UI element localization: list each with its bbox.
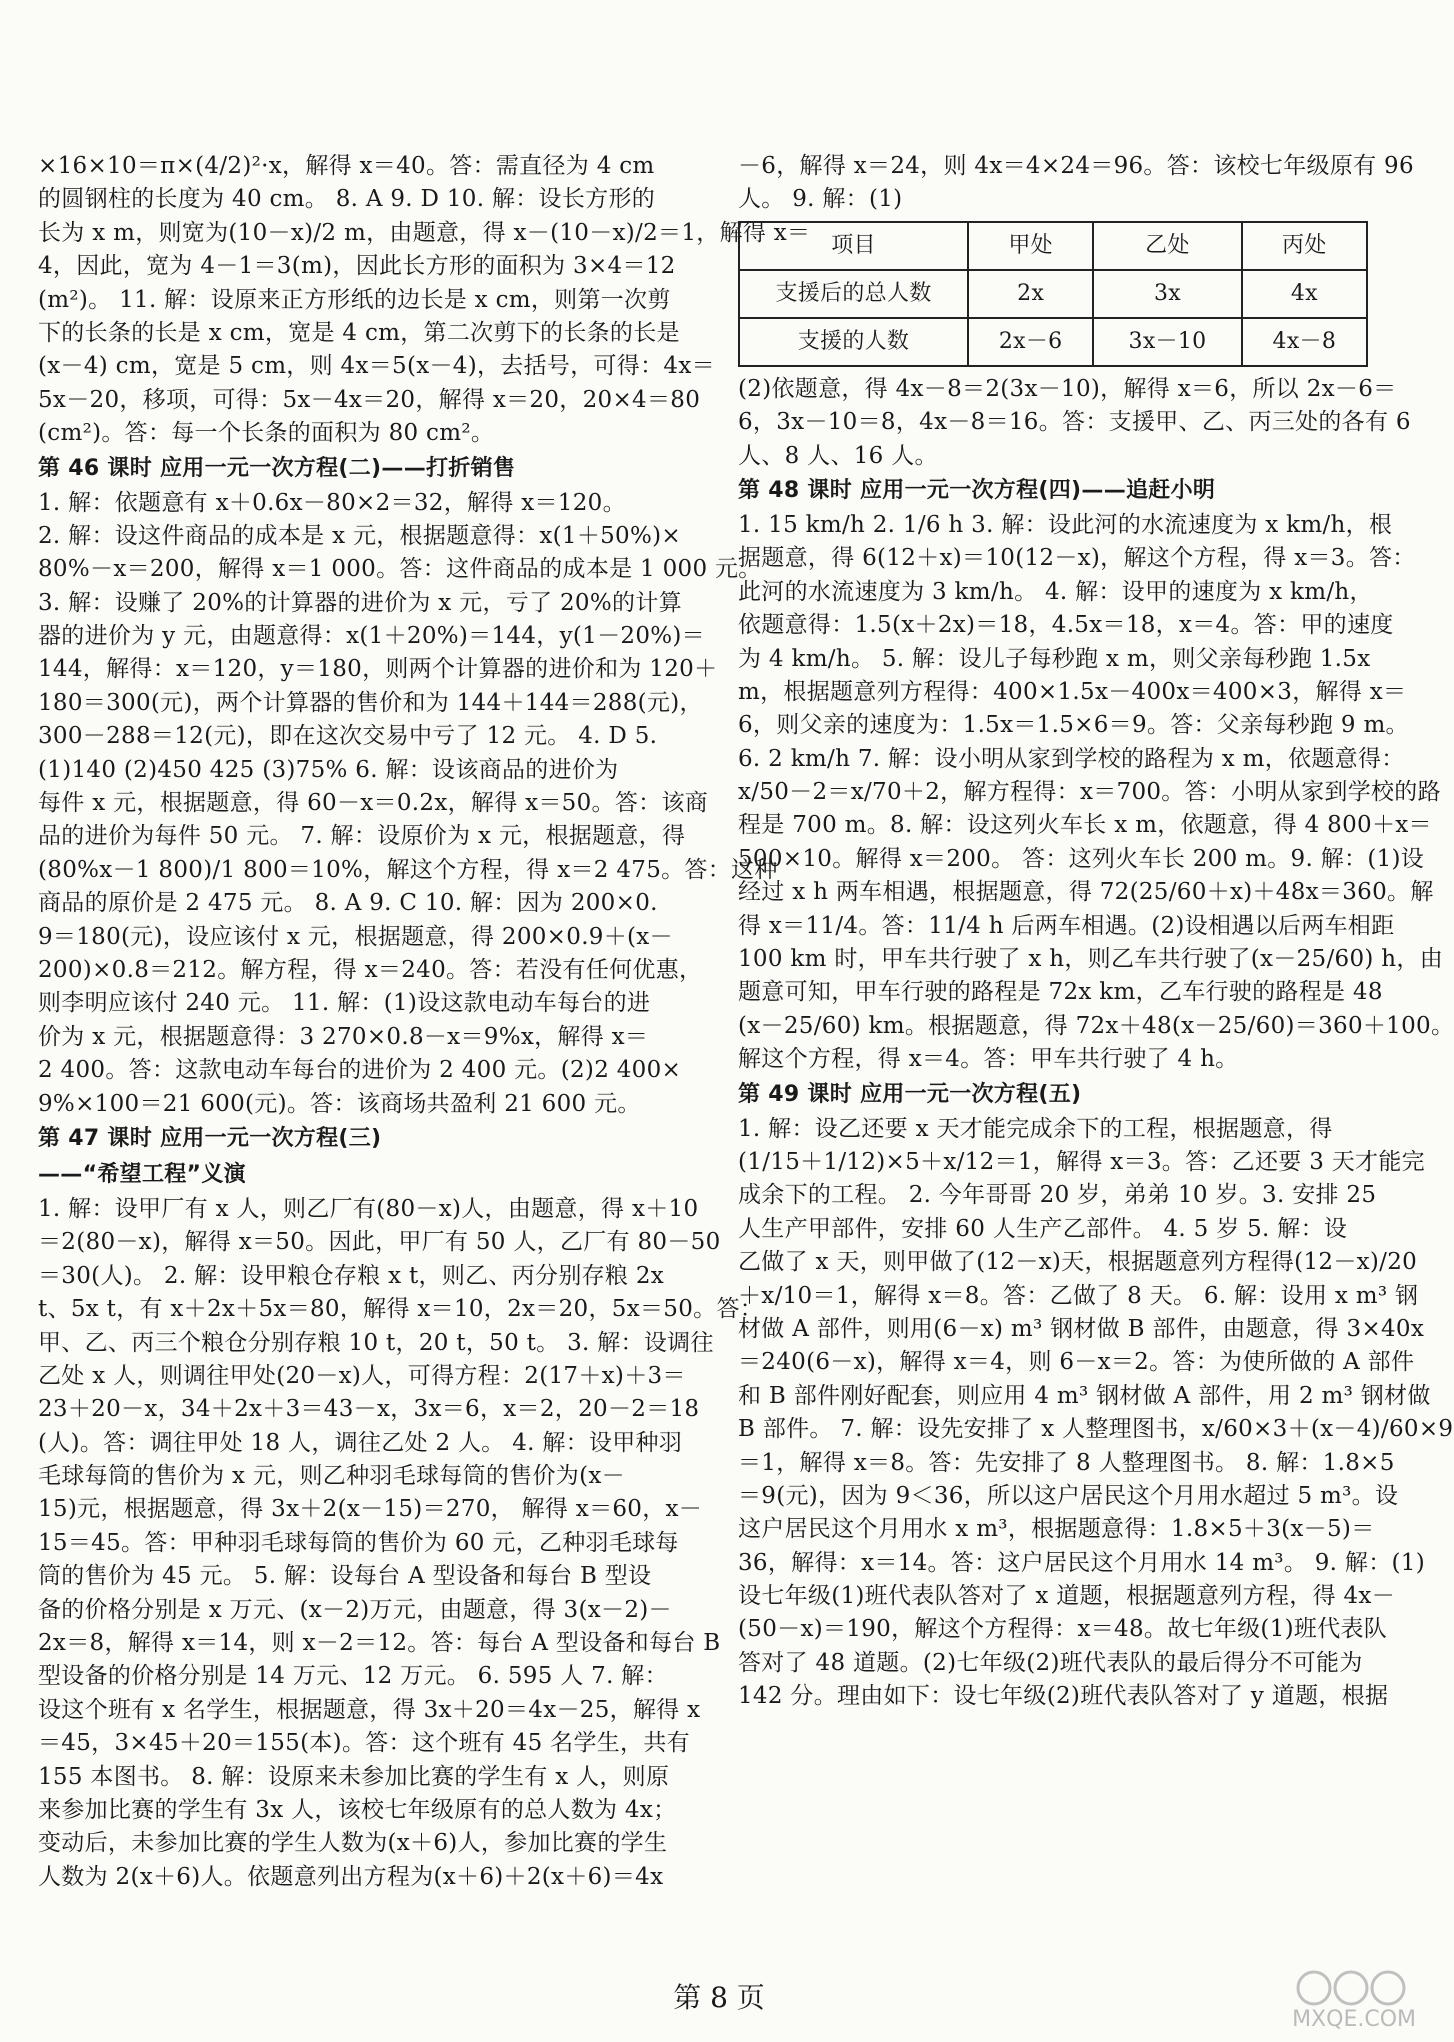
table-cell: 支援后的总人数 bbox=[739, 270, 968, 318]
text-line: 答对了 48 道题。(2)七年级(2)班代表队的最后得分不可能为 bbox=[738, 1649, 1363, 1676]
text-line: 备的价格分别是 x 万元、(x－2)万元，由题意，得 3(x－2)－ bbox=[38, 1596, 672, 1623]
text-line: 2. 解：设这件商品的成本是 x 元，根据题意得：x(1＋50%)× bbox=[38, 522, 681, 549]
text-line: 15)元，根据题意，得 3x＋2(x－15)＝270， 解得 x＝60，x－ bbox=[38, 1496, 703, 1523]
text-line: 2 400。答：这款电动车每台的进价为 2 400 元。(2)2 400× bbox=[38, 1057, 682, 1084]
text-line: (80%x－1 800)/1 800＝10%，解这个方程，得 x＝2 475。答：这种 bbox=[38, 856, 778, 883]
lesson-heading: 第 48 课时 应用一元一次方程(四)——追赶小明 bbox=[738, 477, 1216, 503]
text-line: (1)140 (2)450 425 (3)75% 6. 解：设该商品的进价为 bbox=[38, 756, 619, 783]
text-line: 人生产甲部件，安排 60 人生产乙部件。 4. 5 岁 5. 解：设 bbox=[738, 1215, 1348, 1242]
table-header-cell: 丙处 bbox=[1242, 222, 1367, 270]
text-line: 9%×100＝21 600(元)。答：该商场共盈利 21 600 元。 bbox=[38, 1090, 641, 1117]
text-line: 甲、乙、丙三个粮仓分别存粮 10 t，20 t，50 t。 3. 解：设调往 bbox=[38, 1329, 714, 1356]
text-line: 题意可知，甲车行驶的路程是 72x km，乙车行驶的路程是 48 bbox=[738, 979, 1383, 1006]
text-line: 此河的水流速度为 3 km/h。 4. 解：设甲的速度为 x km/h， bbox=[738, 578, 1373, 605]
text-line: 为 4 km/h。 5. 解：设儿子每秒跑 x m，则父亲每秒跑 1.5x bbox=[738, 645, 1371, 672]
text-line: 1. 解：依题意有 x＋0.6x－80×2＝32，解得 x＝120。 bbox=[38, 489, 626, 516]
text-line: 6，3x－10＝8，4x－8＝16。答：支援甲、乙、丙三处的各有 6 bbox=[738, 409, 1411, 436]
text-line: ＋x/10＝1，解得 x＝8。答：乙做了 8 天。 6. 解：设用 x m³ 钢 bbox=[738, 1282, 1419, 1309]
text-line: ＝2(80－x)，解得 x＝50。因此，甲厂有 50 人，乙厂有 80－50 bbox=[38, 1229, 721, 1256]
table-header-row bbox=[739, 222, 1367, 270]
text-line: 15＝45。答：甲种羽毛球每筒的售价为 60 元，乙种羽毛球每 bbox=[38, 1529, 679, 1556]
text-line: (2)依题意，得 4x－8＝2(3x－10)，解得 x＝6，所以 2x－6＝ bbox=[738, 375, 1397, 402]
text-line: ＝45，3×45＋20＝155(本)。答：这个班有 45 名学生，共有 bbox=[38, 1730, 690, 1757]
text-line: 5x－20，移项，可得：5x－4x＝20，解得 x＝20，20×4＝80 bbox=[38, 386, 701, 413]
table-header-cell: 项目 bbox=[739, 222, 968, 270]
text-line: 180＝300(元)，两个计算器的售价和为 144＋144＝288(元)， bbox=[38, 689, 703, 716]
text-line: 依题意得：1.5(x＋2x)＝18，4.5x＝18，x＝4。答：甲的速度 bbox=[738, 612, 1394, 639]
text-line: 和 B 部件刚好配套，则应用 4 m³ 钢材做 A 部件，用 2 m³ 钢材做 bbox=[738, 1382, 1431, 1409]
text-line: 人、8 人、16 人。 bbox=[738, 442, 938, 469]
text-line: 筒的售价为 45 元。 5. 解：设每台 A 型设备和每台 B 型设 bbox=[38, 1563, 652, 1590]
text-line: 3. 解：设赚了 20%的计算器的进价为 x 元，亏了 20%的计算 bbox=[38, 589, 682, 616]
text-line: (人)。答：调往甲处 18 人，调往乙处 2 人。 4. 解：设甲种羽 bbox=[38, 1429, 683, 1456]
table-cell: 4x－8 bbox=[1242, 318, 1367, 366]
text-line: 1. 15 km/h 2. 1/6 h 3. 解：设此河的水流速度为 x km/h，根 bbox=[738, 511, 1393, 538]
text-line: 设七年级(1)班代表队答对了 x 道题，根据题意列方程，得 4x－ bbox=[738, 1583, 1395, 1610]
lesson-heading: 第 49 课时 应用一元一次方程(五) bbox=[738, 1081, 1082, 1107]
text-line: m，根据题意列方程得：400×1.5x－400x＝400×3，解得 x＝ bbox=[738, 678, 1407, 705]
text-line: 500×10。解得 x＝200。 答：这列火车长 200 m。9. 解：(1)设 bbox=[738, 845, 1425, 872]
text-line: ×16×10＝π×(4/2)²·x，解得 x＝40。答：需直径为 4 cm bbox=[38, 153, 655, 179]
watermark-text: MXQE.COM bbox=[1292, 2007, 1416, 2032]
text-line: 程是 700 m。8. 解：设这列火车长 x m，依题意，得 4 800＋x＝ bbox=[738, 812, 1432, 839]
table-row bbox=[739, 318, 1367, 366]
support-table bbox=[738, 221, 1368, 367]
text-line: 经过 x h 两车相遇，根据题意，得 72(25/60＋x)＋48x＝360。解 bbox=[738, 879, 1434, 906]
watermark bbox=[1256, 1968, 1416, 2032]
lesson-heading: ——“希望工程”义演 bbox=[38, 1161, 246, 1187]
text-line: 毛球每筒的售价为 x 元，则乙种羽毛球每筒的售价为(x－ bbox=[38, 1463, 625, 1490]
table-cell: 3x－10 bbox=[1093, 318, 1241, 366]
text-line: 的圆钢柱的长度为 40 cm。 8. A 9. D 10. 解：设长方形的 bbox=[38, 186, 656, 213]
text-line: 设这个班有 x 名学生，根据题意，得 3x＋20＝4x－25，解得 x bbox=[38, 1696, 701, 1723]
text-line: 则李明应该付 240 元。 11. 解：(1)设这款电动车每台的进 bbox=[38, 990, 651, 1017]
right-column-top bbox=[738, 150, 1414, 217]
text-line: 300－288＝12(元)，即在这次交易中亏了 12 元。 4. D 5. bbox=[38, 723, 658, 750]
text-line: 100 km 时，甲车共行驶了 x h，则乙车共行驶了(x－25/60) h，由 bbox=[738, 946, 1443, 973]
text-line: 144，解得：x＝120，y＝180，则两个计算器的进价和为 120＋ bbox=[38, 656, 718, 683]
right-column bbox=[738, 150, 1454, 1714]
text-line: 80%－x＝200，解得 x＝1 000。答：这件商品的成本是 1 000 元。 bbox=[38, 556, 762, 583]
text-line: ＝240(6－x)，解得 x＝4，则 6－x＝2。答：为使所做的 A 部件 bbox=[738, 1349, 1415, 1376]
text-line: 6. 2 km/h 7. 解：设小明从家到学校的路程为 x m，依题意得： bbox=[738, 745, 1405, 772]
text-line: 变动后，未参加比赛的学生人数为(x＋6)人，参加比赛的学生 bbox=[38, 1830, 668, 1857]
text-line: 商品的原价是 2 475 元。 8. A 9. C 10. 解：因为 200×0. bbox=[38, 890, 658, 917]
text-line: 9＝180(元)，设应该付 x 元，根据题意，得 200×0.9＋(x－ bbox=[38, 923, 673, 950]
lesson-heading: 第 46 课时 应用一元一次方程(二)——打折销售 bbox=[38, 455, 516, 481]
text-line: ＝30(人)。 2. 解：设甲粮仓存粮 x t，则乙、丙分别存粮 2x bbox=[38, 1262, 665, 1289]
text-line: 下的长条的长是 x cm，宽是 4 cm，第二次剪下的长条的长是 bbox=[38, 319, 680, 346]
text-line: 6，则父亲的速度为：1.5x＝1.5×6＝9。答：父亲每秒跑 9 m。 bbox=[738, 712, 1409, 739]
text-line: 材做 A 部件，则用(6－x) m³ 钢材做 B 部件，由题意，得 3×40x bbox=[738, 1315, 1425, 1342]
text-line: 4，因此，宽为 4－1＝3(m)，因此长方形的面积为 3×4＝12 bbox=[38, 253, 676, 280]
table-cell: 3x bbox=[1093, 270, 1241, 318]
text-line: 36，解得：x＝14。答：这户居民这个月用水 14 m³。 9. 解：(1) bbox=[738, 1549, 1425, 1576]
text-line: 1. 解：设乙还要 x 天才能完成余下的工程，根据题意，得 bbox=[738, 1115, 1333, 1142]
text-line: ＝9(元)，因为 9＜36，所以这户居民这个月用水超过 5 m³。设 bbox=[738, 1482, 1399, 1509]
text-line: 来参加比赛的学生有 3x 人，该校七年级原有的总人数为 4x； bbox=[38, 1796, 677, 1823]
text-line: (50－x)＝190，解这个方程得：x＝48。故七年级(1)班代表队 bbox=[738, 1616, 1388, 1643]
text-line: 142 分。理由如下：设七年级(2)班代表队答对了 y 道题，根据 bbox=[738, 1683, 1389, 1710]
text-line: B 部件。 7. 解：设先安排了 x 人整理图书，x/60×3＋(x－4)/60×9 bbox=[738, 1416, 1454, 1443]
text-line: 155 本图书。 8. 解：设原来未参加比赛的学生有 x 人，则原 bbox=[38, 1763, 670, 1790]
text-line: 乙处 x 人，则调往甲处(20－x)人，可得方程：2(17＋x)＋3＝ bbox=[38, 1362, 686, 1389]
text-line: 乙做了 x 天，则甲做了(12－x)天，根据题意列方程得(12－x)/20 bbox=[738, 1249, 1418, 1276]
text-line: x/50－2＝x/70＋2，解方程得：x＝700。答：小明从家到学校的路 bbox=[738, 779, 1441, 806]
text-line: 人。 9. 解：(1) bbox=[738, 186, 903, 213]
text-line: 23＋20－x，34＋2x＋3＝43－x，3x＝6，x＝2，20－2＝18 bbox=[38, 1396, 700, 1423]
right-column-bottom bbox=[738, 373, 1454, 1714]
text-line: 长为 x m，则宽为(10－x)/2 m，由题意，得 x－(10－x)/2＝1，解得 x＝ bbox=[38, 219, 811, 246]
text-line: 型设备的价格分别是 14 万元、12 万元。 6. 595 人 7. 解： bbox=[38, 1663, 668, 1690]
text-line: 每件 x 元，根据题意，得 60－x＝0.2x，解得 x＝50。答：该商 bbox=[38, 790, 709, 817]
text-line: 这户居民这个月用水 x m³，根据题意得：1.8×5＋3(x－5)＝ bbox=[738, 1516, 1375, 1543]
text-line: －6，解得 x＝24，则 4x＝4×24＝96。答：该校七年级原有 96 bbox=[738, 153, 1414, 179]
text-line: (x－4) cm，宽是 5 cm，则 4x＝5(x－4)，去括号，可得：4x＝ bbox=[38, 353, 715, 380]
text-line: 2x＝8，解得 x＝14，则 x－2＝12。答：每台 A 型设备和每台 B bbox=[38, 1630, 721, 1657]
text-line: 价为 x 元，根据题意得：3 270×0.8－x＝9%x，解得 x＝ bbox=[38, 1023, 649, 1050]
text-line: 人数为 2(x＋6)人。依题意列出方程为(x＋6)＋2(x＋6)＝4x bbox=[38, 1863, 664, 1890]
text-line: (x－25/60) km。根据题意，得 72x＋48(x－25/60)＝360＋100。 bbox=[738, 1012, 1454, 1039]
text-line: 器的进价为 y 元，由题意得：x(1＋20%)＝144，y(1－20%)＝ bbox=[38, 623, 705, 650]
table-cell: 2x bbox=[968, 270, 1093, 318]
text-line: (m²)。 11. 解：设原来正方形纸的边长是 x cm，则第一次剪 bbox=[38, 286, 671, 313]
answer-logo-icon bbox=[1296, 1968, 1406, 2008]
text-line: 1. 解：设甲厂有 x 人，则乙厂有(80－x)人，由题意，得 x＋10 bbox=[38, 1195, 699, 1222]
text-line: t、5x t，有 x＋2x＋5x＝80，解得 x＝10，2x＝20，5x＝50。答： bbox=[38, 1296, 764, 1323]
text-line: 得 x＝11/4。答：11/4 h 后两车相遇。(2)设相遇以后两车相距 bbox=[738, 912, 1395, 939]
text-line: ＝1，解得 x＝8。答：先安排了 8 人整理图书。 8. 解：1.8×5 bbox=[738, 1449, 1395, 1476]
page-number: 第 8 页 bbox=[673, 1981, 765, 2014]
text-line: 据题意，得 6(12＋x)＝10(12－x)，解这个方程，得 x＝3。答： bbox=[738, 545, 1416, 572]
left-column bbox=[38, 150, 811, 1894]
text-line: 品的进价为每件 50 元。 7. 解：设原价为 x 元，根据题意，得 bbox=[38, 823, 686, 850]
table-row bbox=[739, 270, 1367, 318]
table-cell: 4x bbox=[1242, 270, 1367, 318]
table-header-cell: 甲处 bbox=[968, 222, 1093, 270]
lesson-heading: 第 47 课时 应用一元一次方程(三) bbox=[38, 1125, 382, 1151]
text-line: 成余下的工程。 2. 今年哥哥 20 岁，弟弟 10 岁。3. 安排 25 bbox=[738, 1182, 1377, 1209]
table-cell: 支援的人数 bbox=[739, 318, 968, 366]
text-line: 200)×0.8＝212。解方程，得 x＝240。答：若没有任何优惠， bbox=[38, 956, 703, 983]
text-line: (cm²)。答：每一个长条的面积为 80 cm²。 bbox=[38, 420, 495, 447]
table-cell: 2x－6 bbox=[968, 318, 1093, 366]
text-line: (1/15＋1/12)×5＋x/12＝1，解得 x＝3。答：乙还要 3 天才能完 bbox=[738, 1148, 1425, 1175]
text-line: 解这个方程，得 x＝4。答：甲车共行驶了 4 h。 bbox=[738, 1046, 1239, 1073]
table-header-cell: 乙处 bbox=[1093, 222, 1241, 270]
